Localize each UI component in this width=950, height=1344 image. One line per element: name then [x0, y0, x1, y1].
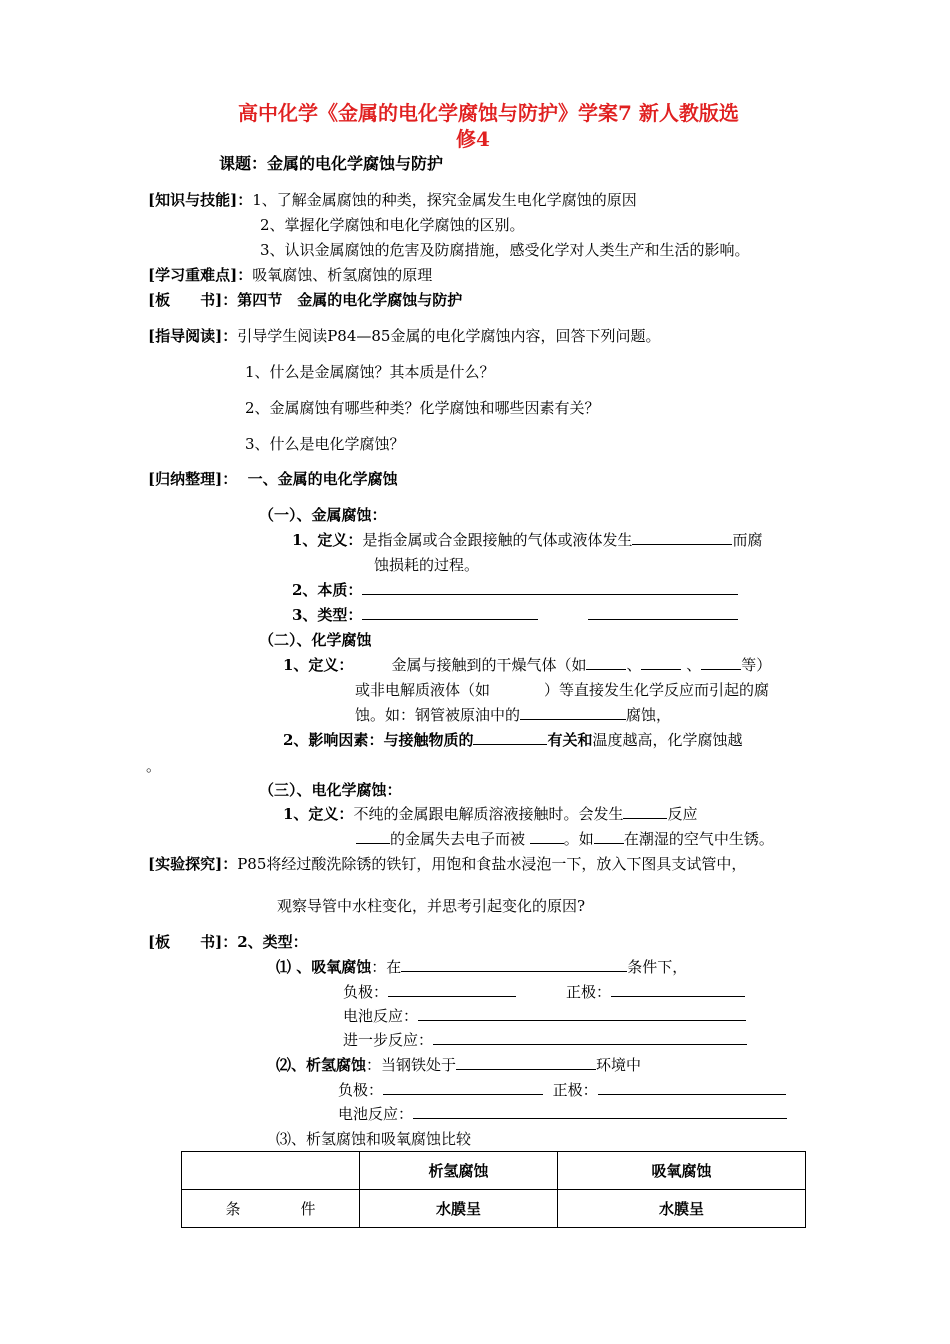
reading-question-2: 2、金属腐蚀有哪些种类？化学腐蚀和哪些因素有关？ — [245, 399, 600, 417]
keypoints-text: 吸氧腐蚀、析氢腐蚀的原理 — [252, 266, 433, 284]
blank[interactable] — [362, 580, 738, 595]
experiment-label: [实验探究]： — [148, 855, 238, 873]
blank[interactable] — [456, 1055, 596, 1070]
s2-def-label: 1、定义： — [283, 656, 354, 674]
page-title-line1: 高中化学《金属的电化学腐蚀与防护》学案7 新人教版选 — [238, 101, 739, 125]
table-header-cell: 吸氧腐蚀 — [558, 1152, 806, 1190]
board1-line — [148, 290, 462, 310]
o1-electrodes — [343, 982, 745, 1002]
s3-line2a: 的金属失去电子而被 — [390, 830, 526, 848]
s1-heading: （一）、金属腐蚀： — [259, 506, 387, 524]
s3-def-a: 不纯的金属跟电解质溶液接触时。会发生 — [353, 805, 624, 823]
s3-line2c: 在潮湿的空气中生锈。 — [623, 830, 774, 848]
s3-heading: （三）、电化学腐蚀： — [259, 781, 402, 799]
o1-further-label: 进一步反应： — [343, 1031, 434, 1049]
o1-further — [343, 1030, 747, 1050]
blank[interactable] — [598, 1080, 786, 1095]
s1-def-label: 1、定义： — [292, 531, 363, 549]
table-cell[interactable]: 水膜呈 — [360, 1190, 558, 1228]
board2-line — [148, 932, 308, 952]
s2-factor-label: 2、影响因素：与接触物质的 — [283, 731, 474, 749]
table-row — [182, 1190, 806, 1228]
s1-def-b: 而腐 — [732, 531, 763, 549]
comparison-table — [181, 1151, 806, 1228]
h2-cell — [338, 1104, 787, 1124]
reading-label: [指导阅读]： — [148, 327, 238, 345]
s3-def-label: 1、定义： — [283, 805, 354, 823]
s2-line3 — [355, 705, 671, 725]
s1-def-c: 蚀损耗的过程。 — [374, 556, 480, 574]
table-row-label: 条 件 — [182, 1190, 360, 1228]
s3-line2b: 。如 — [563, 830, 594, 848]
reading-question-1: 1、什么是金属腐蚀？其本质是什么？ — [245, 363, 495, 381]
board2-text: 2、类型： — [237, 933, 308, 951]
blank[interactable] — [401, 957, 627, 972]
s1-essence — [292, 580, 738, 600]
s2-line2a: 或非电解质液体（如 — [355, 681, 491, 699]
h2-neg: 负极： — [338, 1081, 384, 1099]
blank[interactable] — [473, 730, 547, 745]
blank[interactable] — [413, 1104, 787, 1119]
blank[interactable] — [641, 655, 681, 670]
o1-head — [276, 957, 687, 977]
blank[interactable] — [586, 655, 626, 670]
h2-head-a: ⑵、析氢腐蚀 — [276, 1056, 367, 1074]
board2-label: [板 书]： — [148, 933, 238, 951]
s2-factor-b: 有关和 — [547, 731, 593, 749]
h2-pos: 正极： — [552, 1081, 598, 1099]
blank[interactable] — [530, 829, 564, 844]
o1-head-b: ：在 — [371, 958, 402, 976]
summary-label: [归纳整理]： — [148, 470, 238, 488]
summary-heading: 一、金属的电化学腐蚀 — [247, 470, 398, 488]
compare-heading: ⑶、析氢腐蚀和吸氧腐蚀比较 — [276, 1130, 472, 1148]
o1-neg: 负极： — [343, 983, 389, 1001]
s3-line2 — [356, 829, 774, 849]
s2-def-b: 等） — [741, 656, 772, 674]
knowledge-label: [知识与技能]： — [148, 191, 253, 209]
table-header-cell — [182, 1152, 360, 1190]
o1-cell-label: 电池反应： — [343, 1007, 419, 1025]
knowledge-line — [148, 190, 637, 210]
s3-def-b: 反应 — [667, 805, 698, 823]
s2-definition — [283, 655, 771, 675]
blank[interactable] — [383, 1080, 543, 1095]
h2-cell-label: 电池反应： — [338, 1105, 414, 1123]
page-title-line2: 修4 — [456, 127, 490, 151]
board1-label: [板 书]： — [148, 291, 238, 309]
table-header-cell: 析氢腐蚀 — [360, 1152, 558, 1190]
blank[interactable] — [356, 829, 390, 844]
topic-heading: 课题：金属的电化学腐蚀与防护 — [219, 154, 444, 173]
s2-line2b: ）等直接发生化学反应而引起的腐 — [544, 681, 770, 699]
blank[interactable] — [611, 982, 745, 997]
blank[interactable] — [588, 605, 738, 620]
blank[interactable] — [701, 655, 741, 670]
o1-head-c: 条件下， — [627, 958, 688, 976]
o1-head-a: ⑴ 、吸氧腐蚀 — [276, 958, 372, 976]
s2-sep1: 、 — [626, 656, 642, 674]
knowledge-item-1: 1、了解金属腐蚀的种类，探究金属发生电化学腐蚀的原因 — [252, 191, 637, 209]
blank[interactable] — [388, 982, 516, 997]
board1-text: 第四节 金属的电化学腐蚀与防护 — [237, 291, 463, 309]
blank[interactable] — [520, 705, 626, 720]
s2-line3b: 腐蚀， — [626, 706, 672, 724]
blank[interactable] — [362, 605, 538, 620]
s2-factor-c: 温度越高，化学腐蚀越 — [592, 731, 743, 749]
table-cell[interactable]: 水膜呈 — [558, 1190, 806, 1228]
o1-pos: 正极： — [566, 983, 612, 1001]
s2-line2 — [355, 680, 769, 700]
reading-text: 引导学生阅读P84—85金属的电化学腐蚀内容，回答下列问题。 — [237, 327, 661, 345]
keypoints-label: [学习重难点]： — [148, 266, 253, 284]
s1-types-label: 3、类型： — [292, 606, 363, 624]
reading-question-3: 3、什么是电化学腐蚀？ — [245, 435, 405, 453]
s2-tail: 。 — [146, 757, 162, 775]
h2-electrodes — [338, 1080, 786, 1100]
s3-definition — [283, 804, 697, 824]
s2-heading: （二）、化学腐蚀 — [259, 631, 372, 649]
s1-essence-label: 2、本质： — [292, 581, 363, 599]
s2-line3a: 蚀。如：钢管被原油中的 — [355, 706, 521, 724]
experiment-line — [148, 854, 746, 874]
knowledge-item-3: 3、认识金属腐蚀的危害及防腐措施，感受化学对人类生产和生活的影响。 — [260, 241, 750, 259]
h2-head — [276, 1055, 641, 1075]
blank[interactable] — [433, 1030, 747, 1045]
s1-types — [292, 605, 738, 625]
summary-line — [148, 469, 398, 489]
reading-line — [148, 326, 660, 346]
experiment-text2: 观察导管中水柱变化，并思考引起变化的原因? — [277, 897, 586, 915]
o1-cell — [343, 1006, 746, 1026]
s2-def-a: 金属与接触到的干燥气体（如 — [391, 656, 587, 674]
blank[interactable] — [594, 829, 624, 844]
h2-head-c: 环境中 — [596, 1056, 642, 1074]
s1-def-a: 是指金属或合金跟接触的气体或液体发生 — [362, 531, 633, 549]
knowledge-item-2: 2、掌握化学腐蚀和电化学腐蚀的区别。 — [260, 216, 525, 234]
s2-sep2: 、 — [686, 656, 702, 674]
keypoints-line — [148, 265, 432, 285]
h2-head-b: ：当钢铁处于 — [366, 1056, 457, 1074]
blank[interactable] — [632, 530, 732, 545]
blank[interactable] — [623, 804, 667, 819]
table-header-row — [182, 1152, 806, 1190]
s1-definition — [292, 530, 762, 550]
experiment-text: P85将经过酸洗除锈的铁钉，用饱和食盐水浸泡一下，放入下图具支试管中， — [237, 855, 747, 873]
blank[interactable] — [418, 1006, 746, 1021]
s2-factor — [283, 730, 742, 750]
